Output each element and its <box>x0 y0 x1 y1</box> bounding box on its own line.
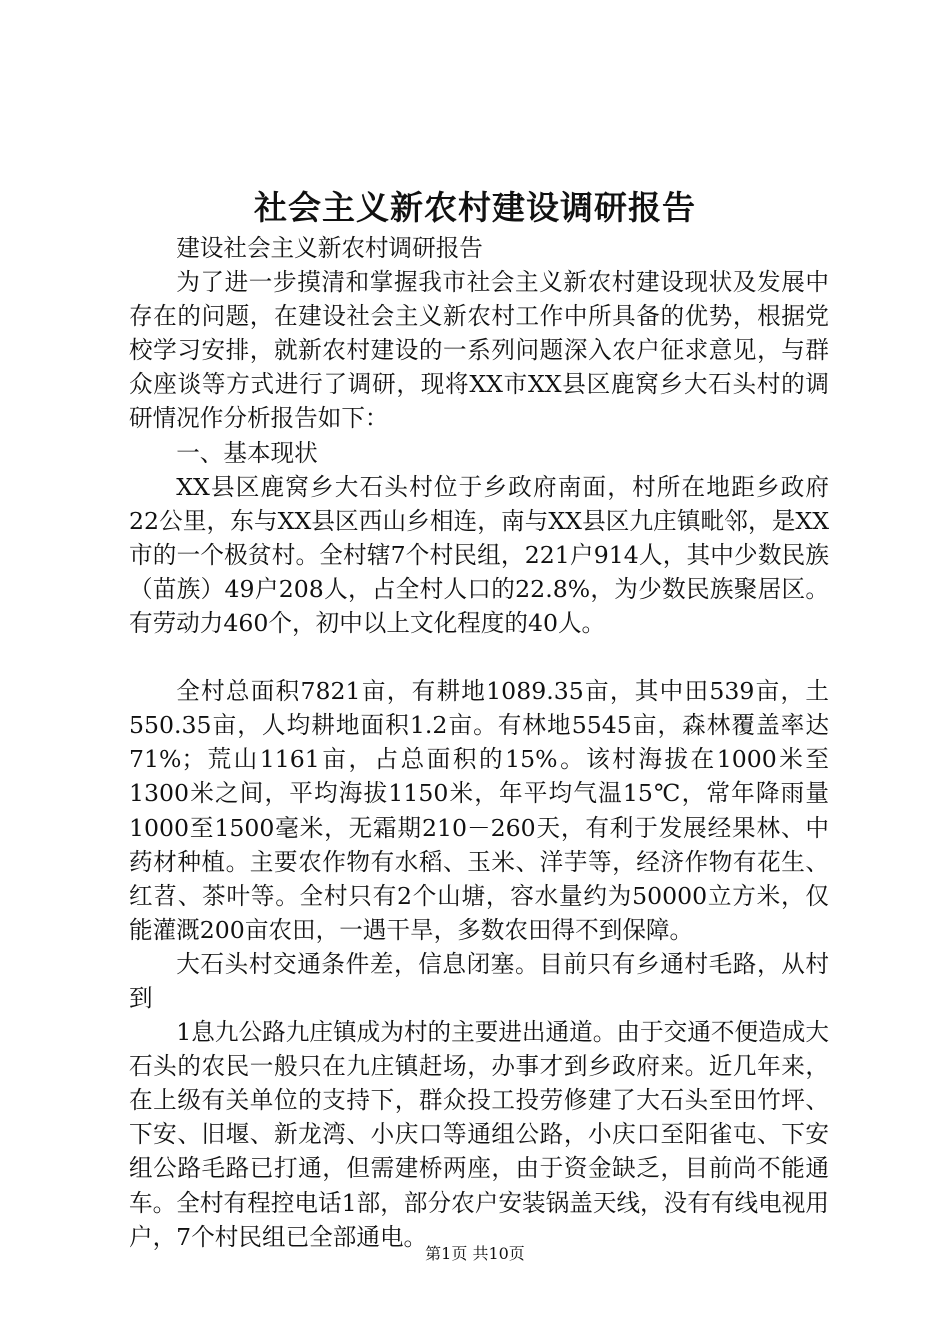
section-heading: 一、基本现状 <box>176 438 318 467</box>
subtitle-paragraph: 建设社会主义新农村调研报告 <box>176 234 483 262</box>
body-paragraph: XX县区鹿窝乡大石头村位于乡政府南面，村所在地距乡政府22公里，东与XX县区西山乡相连，南与XX县区九庄镇毗邻，是XX市的一个极贫村。全村辖7个村民组，221户914人，其中少数民族（苗族）49户208人，占全村人口的22.8%，为少数民族聚居区。有劳动力460个，初中以上文化程度的40人。 <box>129 472 829 638</box>
document-body <box>129 231 829 1254</box>
body-paragraph: 1息九公路九庄镇成为村的主要进出通道。由于交通不便造成大石头的农民一般只在九庄镇赶场，办事才到乡政府来。近几年来，在上级有关单位的支持下，群众投工投劳修建了大石头至田竹坪、下安、旧堰、新龙湾、小庆口等通组公路，小庆口至阳雀屯、下安组公路毛路已打通，但需建桥两座，由于资金缺乏，目前尚不能通车。全村有程控电话1部，部分农户安装锅盖天线，没有有线电视用户，7个村民组已全部通电。 <box>129 1018 829 1251</box>
intro-paragraph: 为了进一步摸清和掌握我市社会主义新农村建设现状及发展中存在的问题，在建设社会主义新农村工作中所具备的优势，根据党校学习安排，就新农村建设的一系列问题深入农户征求意见，与群众座谈等方式进行了调研，现将XX市XX县区鹿窝乡大石头村的调研情况作分析报告如下： <box>129 268 829 433</box>
body-paragraph: 全村总面积7821亩，有耕地1089.35亩，其中田539亩，土550.35亩，人均耕地面积1.2亩。有林地5545亩，森林覆盖率达71%；荒山1161亩，占总面积的15%。该村海拔在1000米至1300米之间，平均海拔1150米，年平均气温15℃，常年降雨量1000至1500毫米，无霜期210－260天，有利于发展经果林、中药材种植。主要农作物有水稻、玉米、洋芋等，经济作物有花生、红苕、茶叶等。全村只有2个山塘，容水量约为50000立方米，仅能灌溉200亩农田，一遇干旱，多数农田得不到保障。 <box>129 677 829 944</box>
page-footer: 第1页 共10页 <box>425 1244 525 1263</box>
body-paragraph: 大石头村交通条件差，信息闭塞。目前只有乡通村毛路，从村到 <box>129 949 829 1012</box>
document-title: 社会主义新农村建设调研报告 <box>254 188 696 227</box>
